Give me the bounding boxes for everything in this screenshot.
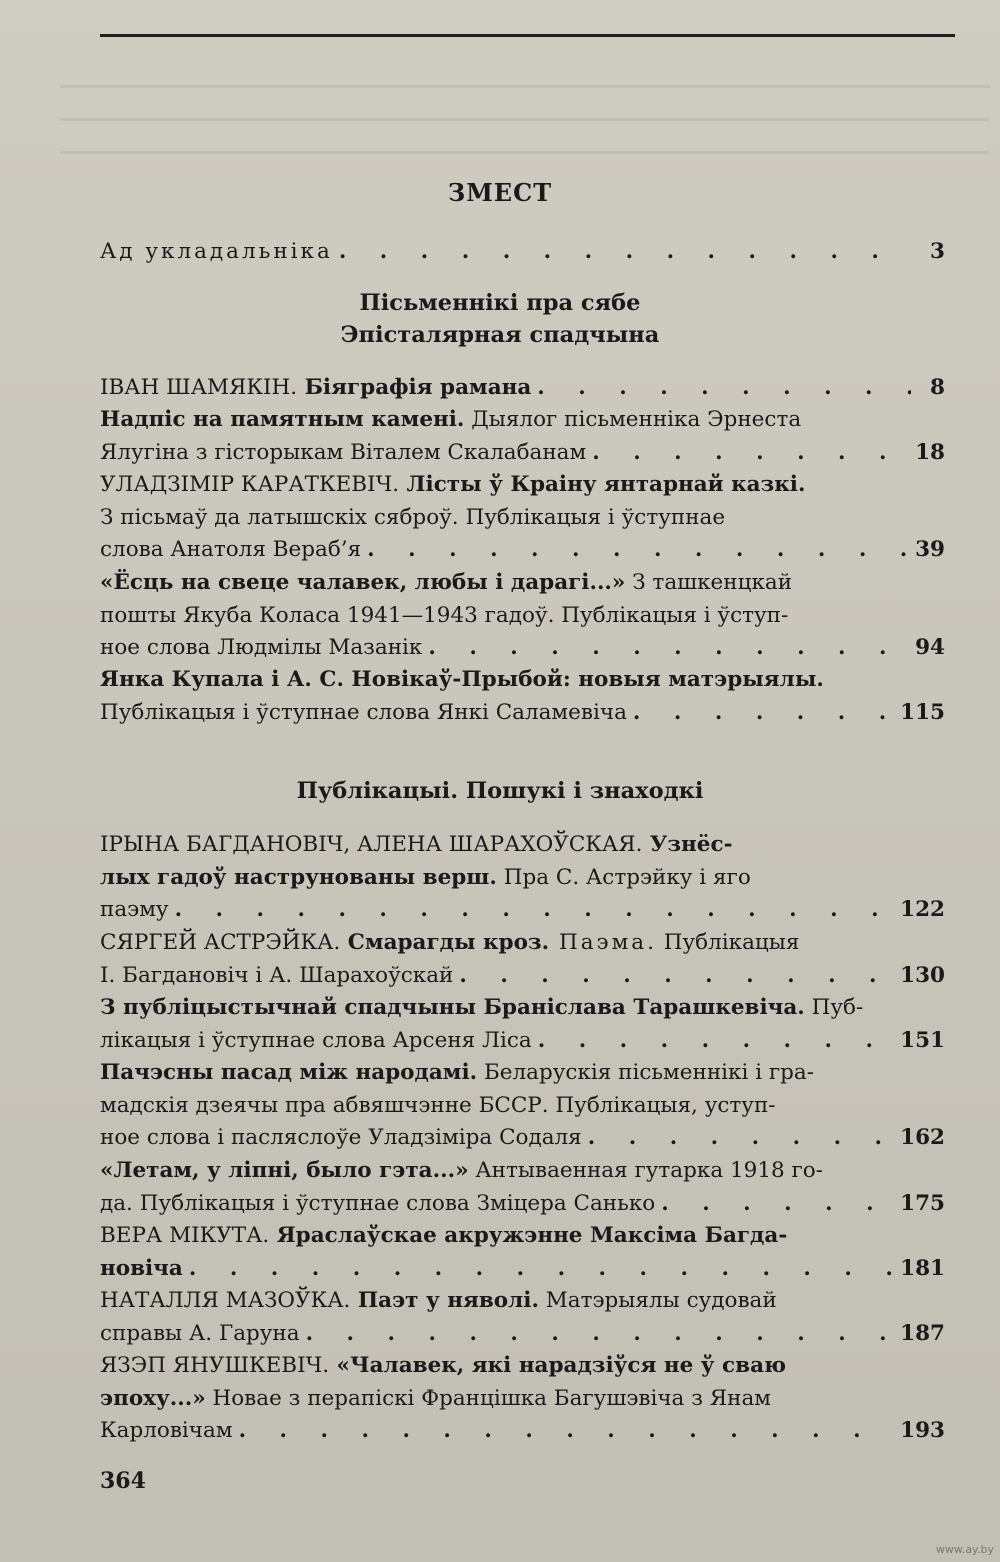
page-number: 130 [900,962,945,988]
toc-entry [100,1285,945,1350]
entry-title: Яраслаўскае акружэнне Максіма Багда- [269,1223,788,1248]
toc-entry [100,1220,945,1285]
entry-author: СЯРГЕЙ АСТРЭЙКА. [100,930,341,955]
entry-author: НАТАЛЛЯ МАЗОЎКА. [100,1288,351,1313]
entry-description: ное слова Людмілы Мазанік [100,635,423,660]
section-heading-1: Пісьменнікі пра сябе [359,290,641,316]
entry-description: З пісьмаў да латышскіх сяброў. Публікацыя і ўступнае [100,504,726,530]
entry-title: Янка Купала і А. С. Новікаў-Прыбой: новыя матэрыялы. [100,667,824,692]
entry-title: З публіцыстычнай спадчыны Браніслава Тарашкевіча. [100,995,805,1020]
page-number: 181 [900,1255,945,1281]
entry-title: эпоху...» [100,1385,206,1411]
dot-leader [175,894,895,927]
entry-title: Паэт у няволі. [350,1288,539,1313]
entry-description: да. Публікацыя і ўступнае слова Зміцера Санько [100,1190,656,1216]
entry-title: Узнёс- [642,832,733,857]
page-number: 115 [900,699,945,725]
entry-description: Публікацыя і ўступнае слова Янкі Саламевіча [100,699,627,725]
toc-entry [100,992,945,1057]
page-number: 94 [915,635,945,660]
dot-leader [306,1318,895,1351]
toc-entry [100,1155,945,1220]
entry-description: Карловічам [100,1418,233,1443]
entry-authors: ІРЫНА БАГДАНОВІЧ, АЛЕНА ШАРАХОЎСКАЯ. [100,832,643,857]
toc-entry [100,927,945,992]
page-number: 175 [900,1190,945,1216]
entry-description: паэму [100,897,169,922]
entry-description: Пуб- [804,995,864,1020]
entry-description: справы А. Гаруна [100,1320,300,1346]
entry-description: Матэрыялы судовай [538,1288,777,1313]
entry-description: Дыялог пісьменніка Эрнеста [464,407,802,432]
toc-entry [100,829,945,927]
page-number: 8 [930,375,945,400]
entry-title: новіча [100,1255,183,1281]
entry-description: лікацыя і ўступнае слова Арсеня Ліса [100,1027,532,1053]
page-title: ЗМЕСТ [447,178,553,207]
entry-title: Смарагды кроз. [340,930,550,955]
toc-entry [100,567,945,665]
dot-leader [428,632,909,665]
bleed-through-text [60,55,990,175]
page-number: 18 [915,439,945,465]
dot-leader [189,1253,894,1286]
entry-title: Надпіс на памятным камені. [100,407,465,432]
dot-leader [459,960,894,993]
entry-description: слова Анатоля Вераб’я [100,537,362,562]
page-number: 151 [900,1027,945,1053]
page-number: 187 [900,1320,945,1346]
entry-title: Лісты ў Краіну янтарнай казкі. [399,472,806,497]
entry-description: Антываенная гутарка 1918 го- [468,1158,823,1183]
toc-entry [100,664,945,729]
page-number: 39 [915,537,945,562]
toc-entry [100,404,945,469]
entry-title: Пачэсны пасад між народамі. [100,1060,478,1085]
toc-entry [100,372,945,405]
top-rule [100,34,955,37]
section-subheading-1: Эпісталярная спадчына [340,322,660,348]
entry-label: Ад укладальніка [100,239,333,264]
entry-description: мадскія дзеячы пра абвяшчэнне БССР. Публікацыя, уступ- [100,1092,776,1118]
entry-title: «Летам, у ліпні, было гэта...» [100,1158,469,1183]
toc-entry [100,469,945,567]
dot-leader [588,1122,894,1155]
page-number: 162 [900,1125,945,1150]
entry-description: пошты Якуба Коласа 1941—1943 гадоў. Публікацыя і ўступ- [100,602,789,628]
entry-description: Беларускія пісьменнікі і гра- [477,1060,815,1085]
entry-title: «Ёсць на свеце чалавек, любы і дарагі...» [100,570,626,595]
entry-author: ЯЗЭП ЯНУШКЕВІЧ. [100,1353,330,1378]
toc-entry [100,1350,945,1448]
dot-leader [592,437,909,470]
page-number: 3 [930,239,945,264]
entry-title: «Чалавек, які нарадзіўся не ў сваю [329,1353,787,1378]
toc-entry [100,1057,945,1155]
entry-author: ВЕРА МІКУТА. [100,1223,270,1248]
dot-leader [239,1415,895,1448]
entry-description: Новае з перапіскі Францішка Багушэвіча з Янам [205,1385,771,1411]
page-number: 193 [900,1418,945,1443]
page-folio: 364 [100,1468,146,1494]
dot-leader [537,372,911,405]
entry-title: лых гадоў наструнованы верш. [100,864,497,890]
entry-title: Біяграфія рамана [297,375,532,400]
watermark: www.ay.by [935,1543,994,1556]
entry-genre: Паэма. [549,930,657,955]
entry-description: І. Багдановіч і А. Шарахоўскай [100,962,454,988]
entry-description: Пра С. Астрэйку і яго [496,864,751,890]
dot-leader [339,236,911,269]
section-heading-2: Публікацыі. Пошукі і знаходкі [296,778,704,804]
entry-description: Ялугіна з гісторыкам Віталем Скалабанам [100,439,587,465]
page-number: 122 [900,897,945,922]
entry-description: ное слова і пасляслоўе Уладзіміра Содаля [100,1125,582,1150]
entry-description: Публікацыя [656,930,800,955]
entry-author: ІВАН ШАМЯКІН. [100,375,298,400]
dot-leader [633,697,894,730]
entry-author: УЛАДЗІМІР КАРАТКЕВІЧ. [100,472,400,497]
toc-entry-intro [100,236,945,269]
dot-leader [661,1188,894,1221]
dot-leader [538,1025,894,1058]
dot-leader [367,534,909,567]
entry-description: З ташкенцкай [625,570,793,595]
